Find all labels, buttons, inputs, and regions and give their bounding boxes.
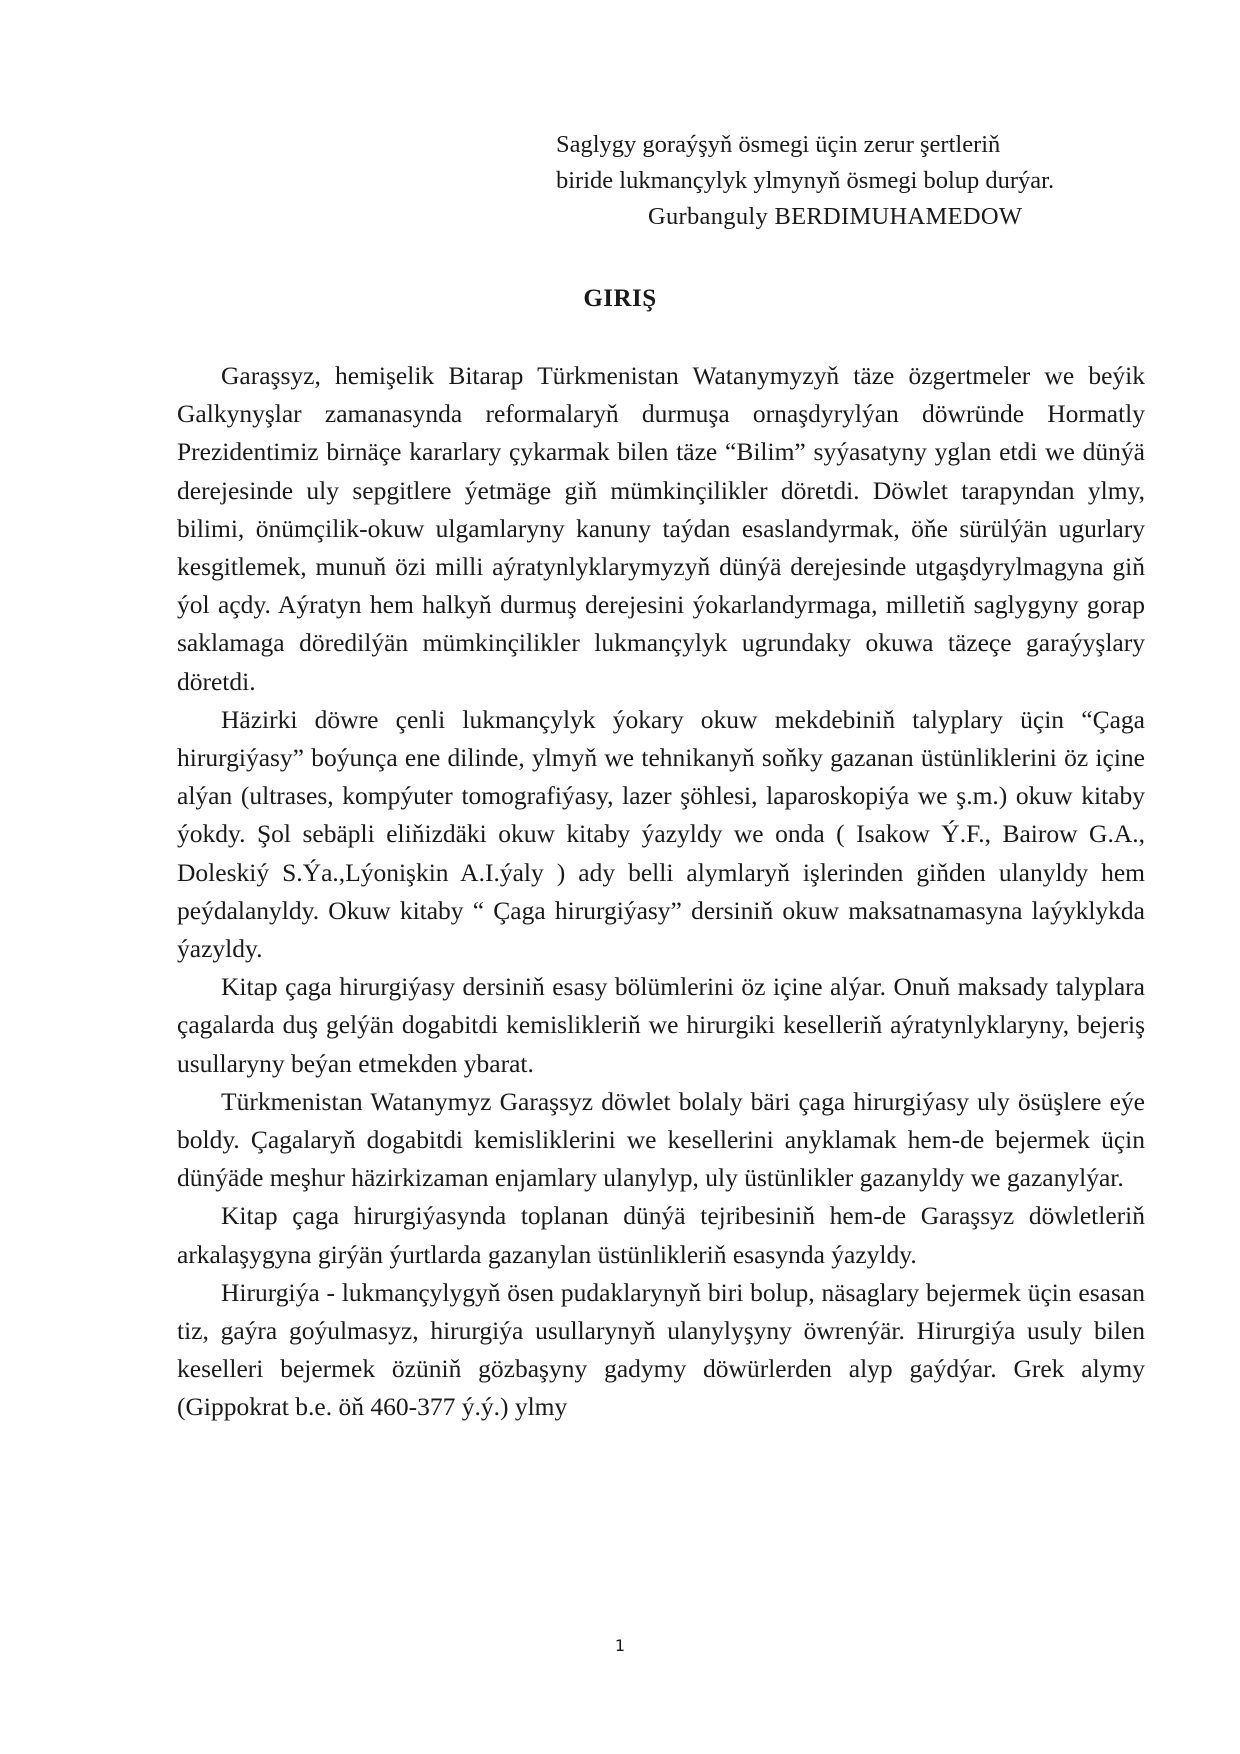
epigraph: [556, 127, 1156, 235]
body-text: [177, 357, 1145, 1427]
paragraph: Kitap çaga hirurgiýasynda toplanan dünýä tejribesiniň hem-de Garaşsyz döwletleriň arkalaşygyna girýän ýurtlarda gazanylan üstünlikleriň esasynda ýazyldy.: [177, 1201, 1145, 1269]
epigraph-line-2: biride lukmançylyk ylmynyň ösmegi bolup durýar.: [556, 167, 1055, 194]
paragraph: Türkmenistan Watanymyz Garaşsyz döwlet bolaly bäri çaga hirurgiýasy uly ösüşlere eýe boldy. Çagalaryň dogabitdi kemisliklerini we kesellerini anyklamak hem-de bejermek üçin dünýäde meşhur häzirkizaman enjamlary ulanylyp, uly üstünlikler gazanyldy we gazanylýar.: [177, 1086, 1145, 1193]
section-heading: GIRIŞ: [583, 285, 657, 312]
paragraph: Hirurgiýa - lukmançylygyň ösen pudaklarynyň biri bolup, näsaglary bejermek üçin esasan tiz, gaýra goýulmasyz, hirurgiýa usullarynyň ulanylyşyny öwrenýär. Hirurgiýa usuly bilen keselleri bejermek özüniň gözbaşyny gadymy döwürlerden alyp gaýdýar. Grek alymy (Gippokrat b.e. öň 460-377 ý.ý.) ylmy: [177, 1277, 1145, 1422]
page-number: 1: [614, 1636, 626, 1655]
epigraph-line-1: Saglygy goraýşyň ösmegi üçin zerur şertleriň: [556, 131, 1001, 158]
paragraph: Häzirki döwre çenli lukmançylyk ýokary okuw mekdebiniň talyplary üçin “Çaga hirurgiýasy” boýunça ene dilinde, ylmyň we tehnikanyň soňky gazanan üstünliklerini öz içine alýan (ultrases, kompýuter tomografiýasy, lazer şöhlesi, laparoskopiýa we ş.m.) okuw kitaby ýokdy. Şol sebäpli eliňizdäki okuw kitaby ýazyldy we onda ( Isakow Ý.F., Bairow G.A., Doleskiý S.Ýa.,Lýonişkin A.I.ýaly ) ady belli alymlaryň işlerinden giňden ulanyldy hem peýdalanyldy. Okuw kitaby “ Çaga hirurgiýasy” dersiniň okuw maksatnamasyna laýyklykda ýazyldy.: [177, 704, 1145, 964]
paragraph: Garaşsyz, hemişelik Bitarap Türkmenistan Watanymyzyň täze özgertmeler we beýik Galkynyşlar zamanasynda reformalaryň durmuşa ornaşdyrylýan döwründe Hormatly Prezidentimiz birnäçe kararlary çykarmak bilen täze “Bilim” syýasatyny yglan etdi we dünýä derejesinde uly sepgitlere ýetmäge giň mümkinçilikler döretdi. Döwlet tarapyndan ylmy, bilimi, önümçilik-okuw ulgamlaryny kanuny taýdan esaslandyrmak, öňe sürülýän ugurlary kesgitlemek, munuň özi milli aýratynlyklarymyzyň dünýä derejesinde utgaşdyrylmagyna giň ýol açdy. Aýratyn hem halkyň durmuş derejesini ýokarlandyrmaga, milletiň saglygyny gorap saklamaga döredilýän mümkinçilikler lukmançylyk ugrundaky okuwa täzeçe garaýyşlary döretdi.: [177, 361, 1145, 696]
epigraph-author: Gurbanguly BERDIMUHAMEDOW: [648, 203, 1023, 230]
paragraph: Kitap çaga hirurgiýasy dersiniň esasy bölümlerini öz içine alýar. Onuň maksady talyplara çagalarda duş gelýän dogabitdi kemislikleriň we hirurgiki keselleriň aýratynlyklaryny, bejeriş usullaryny beýan etmekden ybarat.: [177, 972, 1145, 1078]
